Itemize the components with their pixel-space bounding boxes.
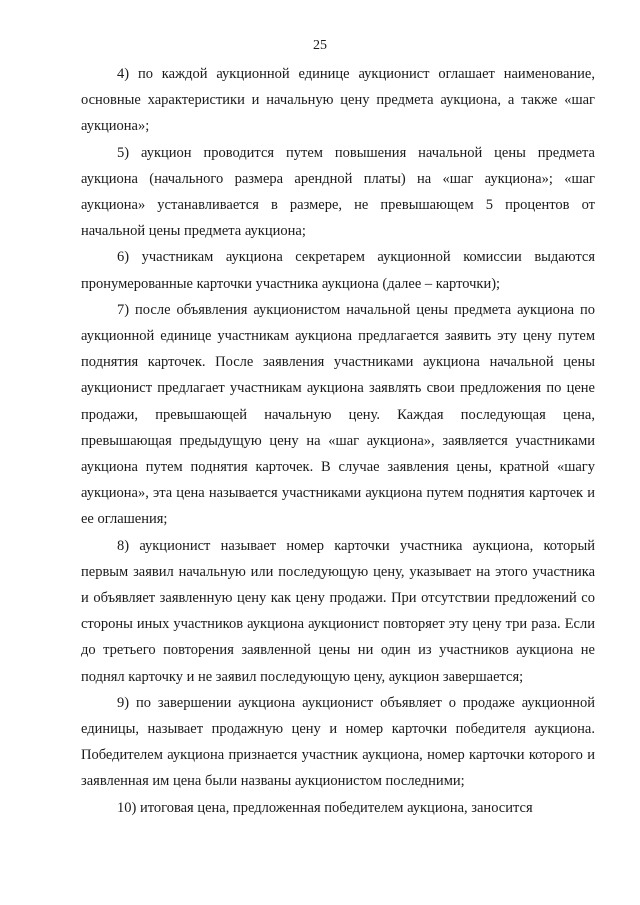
paragraph-item-7: 7) после объявления аукционистом начальной цены предмета аукциона по аукционной единице участникам аукциона предлагается заявить эту цену путем поднятия карточек. После заявления участниками аукциона начальной цены аукционист предлагает участникам аукциона заявлять свои предложения по цене продажи, превышающей начальную цену. Каждая последующая цена, превышающая предыдущую цену на «шаг аукциона», заявляется участниками аукциона путем поднятия карточек. В случае заявления цены, кратной «шагу аукциона», эта цена называется участниками аукциона путем поднятия карточек и ее оглашения; xyxy=(81,301,595,528)
page-body xyxy=(81,61,595,821)
paragraph-item-6: 6) участникам аукциона секретарем аукционной комиссии выдаются пронумерованные карточки участника аукциона (далее – карточки); xyxy=(81,249,595,292)
paragraph-item-4: 4) по каждой аукционной единице аукционист оглашает наименование, основные характеристики и начальную цену предмета аукциона, а также «шаг аукциона»; xyxy=(81,66,595,135)
page-number: 25 xyxy=(313,38,327,53)
paragraph-item-9: 9) по завершении аукциона аукционист объявляет о продаже аукционной единицы, называет продажную цену и номер карточки победителя аукциона. Победителем аукциона признается участник аукциона, номер карточки которого и заявленная им цена были названы аукционистом последними; xyxy=(81,694,595,790)
paragraph-item-10: 10) итоговая цена, предложенная победителем аукциона, заносится xyxy=(117,799,533,816)
paragraph-item-8: 8) аукционист называет номер карточки участника аукциона, который первым заявил начальную или последующую цену, указывает на этого участника и объявляет заявленную цену как цену продажи. При отсутствии предложений со стороны иных участников аукциона аукционист повторяет эту цену три раза. Если до третьего повторения заявленной цены ни один из участников аукциона не поднял карточку и не заявил последующую цену, аукцион завершается; xyxy=(81,537,595,685)
paragraph-item-5: 5) аукцион проводится путем повышения начальной цены предмета аукциона (начального размера арендной платы) на «шаг аукциона»; «шаг аукциона» устанавливается в размере, не превышающем 5 процентов от начальной цены предмета аукциона; xyxy=(81,144,595,240)
